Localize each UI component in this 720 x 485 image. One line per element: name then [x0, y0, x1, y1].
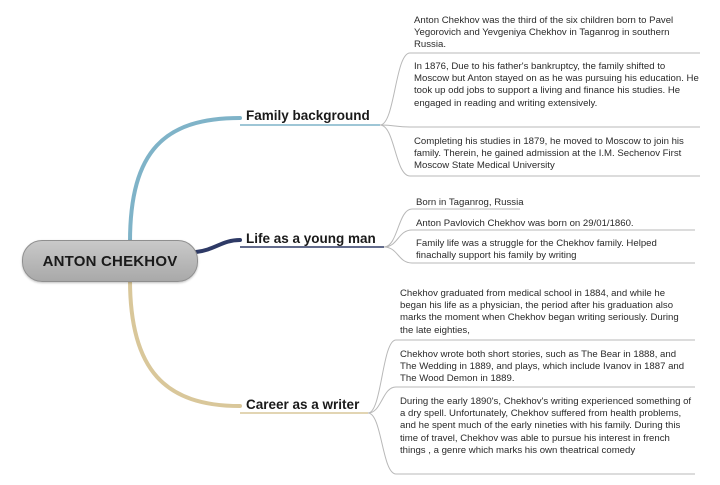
branch-label: Family background	[246, 108, 370, 123]
note-young-2: Anton Pavlovich Chekhov was born on 29/01/1860.	[416, 218, 634, 229]
note-career-3: During the early 1890's, Chekhov's writing experienced something of a dry spell. Unfortunately, Chekhov suffered from health problems, and he spent much of the early nineties with his family. During this time of travel, Chekhov was able to pursue his interest in french things , a genre which marks his own theatrical comedy	[400, 396, 692, 456]
branch-career-as-writer[interactable]	[246, 397, 359, 412]
connector-young	[196, 240, 240, 252]
note-family-2: In 1876, Due to his father's bankruptcy, the family shifted to Moscow but Anton stayed on as he was pursuing his education. He took up odd jobs to support a living and finance his studies. He engaged in reading and writing extensively.	[414, 61, 699, 109]
note-young-3: Family life was a struggle for the Chekhov family. Helped finachally support his family by writing	[416, 238, 657, 262]
note-career-1: Chekhov graduated from medical school in 1884, and while he began his life as a physician, the period after his graduation also marks the moment when Chekhov began writing seriously. During the late eighties,	[400, 288, 679, 336]
root-label: ANTON CHEKHOV	[42, 252, 178, 270]
note-career-2: Chekhov wrote both short stories, such as The Bear in 1888, and The Wedding in 1889, and plays, which include Ivanov in 1887 and The Wood Demon in 1889.	[400, 349, 685, 385]
connector-career	[130, 280, 240, 406]
note-young-1: Born in Taganrog, Russia	[416, 197, 524, 208]
note-family-3: Completing his studies in 1879, he moved to Moscow to join his family. Therein, he gained admission at the I.M. Sechenov First Moscow State Medical University	[414, 136, 684, 172]
bracket-family-2	[380, 125, 700, 127]
note-family-1: Anton Chekhov was the third of the six children born to Pavel Yegorovich and Yevgeniya Chekhov in Taganrog in southern Russia.	[414, 15, 674, 51]
branch-life-as-young-man[interactable]	[246, 231, 376, 246]
branch-label: Life as a young man	[246, 231, 376, 246]
root-node[interactable]	[22, 240, 198, 282]
branch-family-background[interactable]	[246, 108, 370, 123]
connector-family	[130, 118, 240, 242]
branch-label: Career as a writer	[246, 397, 360, 412]
